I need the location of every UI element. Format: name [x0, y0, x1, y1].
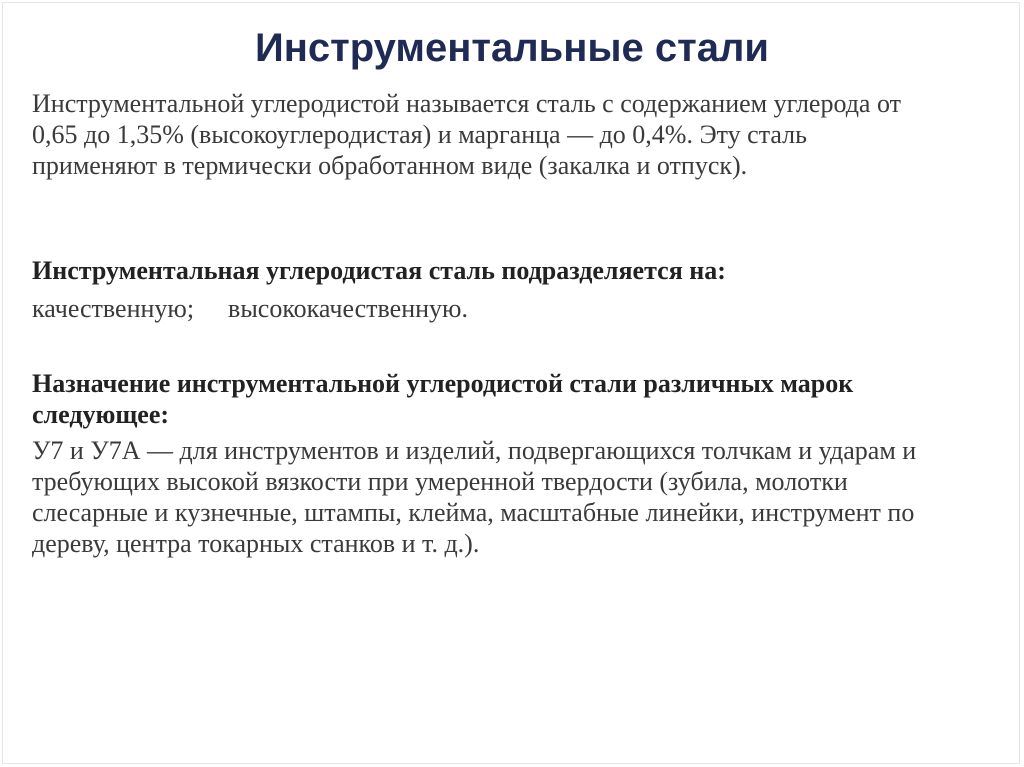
- slide-title: Инструментальные стали: [255, 26, 769, 70]
- subdivision-list: [32, 293, 932, 324]
- subdivision-item-quality: качественную;: [32, 294, 195, 323]
- subdivision-heading: Инструментальная углеродистая сталь подразделяется на:: [32, 256, 726, 285]
- purpose-paragraph: У7 и У7А — для инструментов и изделий, подвергающихся толчкам и ударам и требующих высокой вязкости при умеренной твердости (зубила, молотки слесарные и кузнечные, штампы, клейма, масштабные линейки, инструмент по дереву, центра токарных станков и т. д.).: [32, 436, 917, 558]
- purpose-heading: Назначение инструментальной углеродистой стали различных марок следующее:: [32, 369, 854, 429]
- intro-paragraph: Инструментальной углеродистой называется сталь с содержанием углерода от 0,65 до 1,35% (высокоуглеродистая) и марганца — до 0,4%. Эту сталь применяют в термически обработанном виде (закалка и отпуск).: [32, 89, 901, 180]
- subdivision-item-high-quality: высококачественную.: [228, 294, 468, 323]
